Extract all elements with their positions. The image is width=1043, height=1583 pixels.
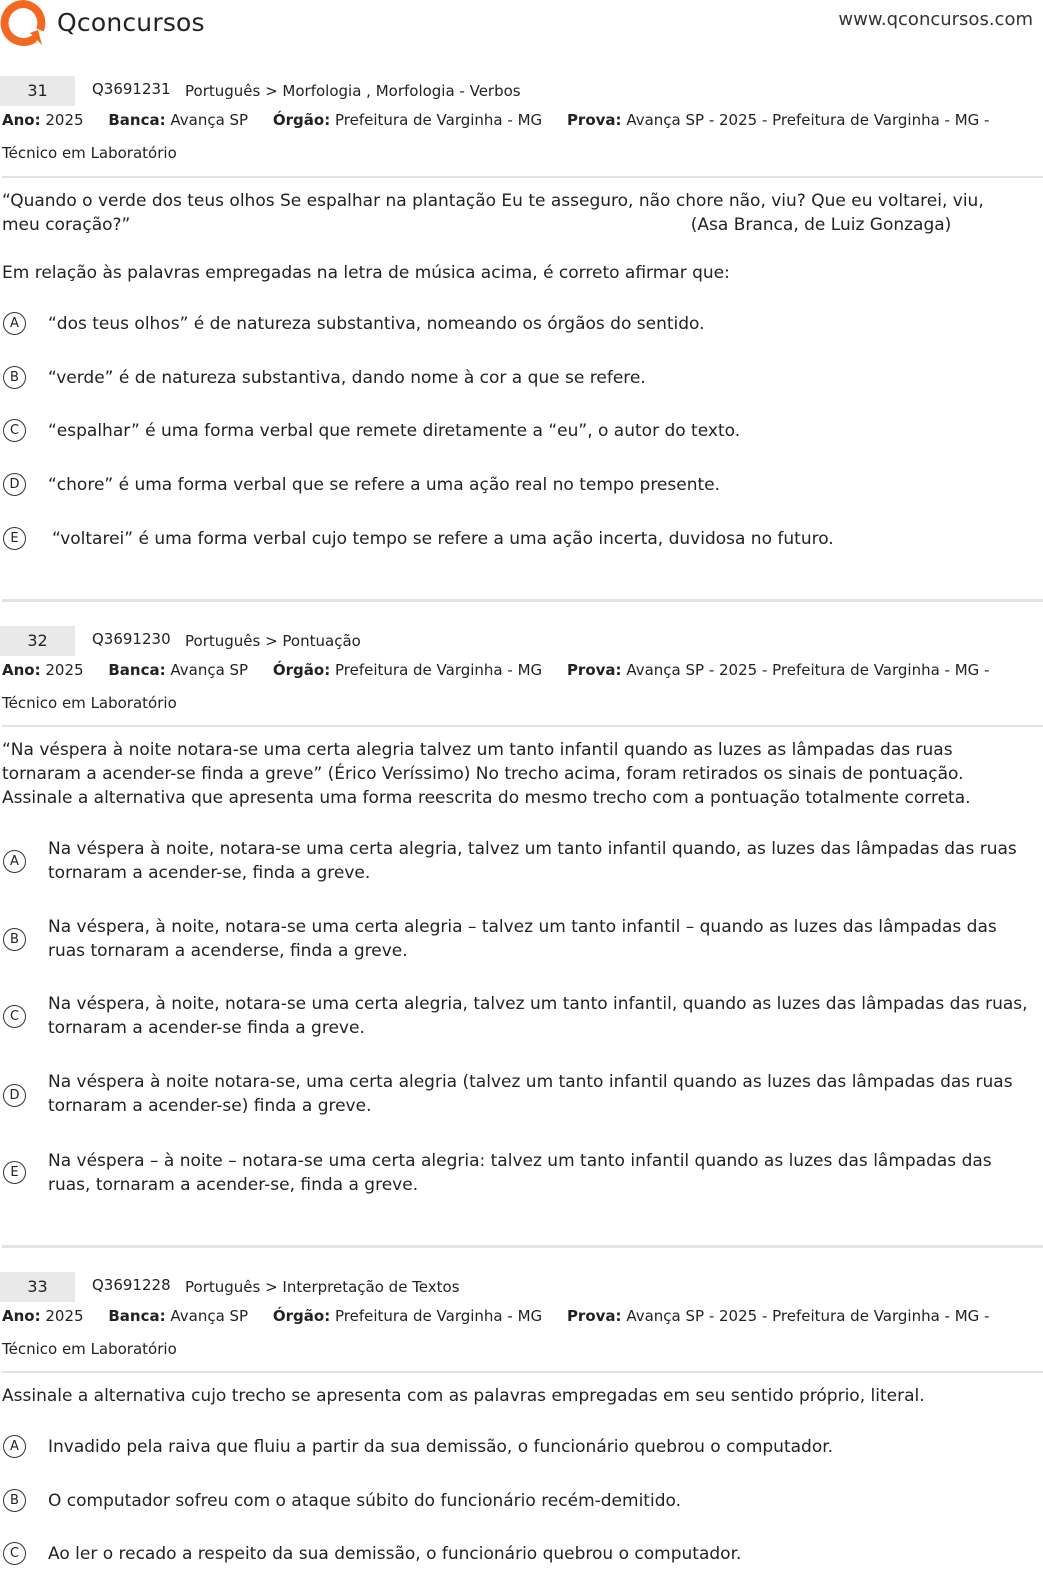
- banca-value[interactable]: Avança SP: [170, 661, 249, 679]
- option-text[interactable]: Na véspera à noite, notara-se uma certa alegria, talvez um tanto infantil quando, as luzes das lâmpadas das ruas tornaram a acender-se, finda a greve.: [48, 839, 1017, 883]
- option-text[interactable]: Na véspera à noite notara-se, uma certa alegria (talvez um tanto infantil quando as luzes das lâmpadas das ruas tornaram a acender-se) finda a greve.: [48, 1072, 1013, 1116]
- option-letter[interactable]: B: [3, 928, 26, 951]
- question-divider: [2, 1245, 1043, 1248]
- qconcursos-logo-icon: [0, 0, 46, 46]
- option-letter[interactable]: A: [3, 312, 26, 335]
- prova-label: Prova:: [566, 1307, 622, 1325]
- banca-label: Banca:: [108, 1307, 166, 1325]
- question-meta: [2, 1300, 1037, 1366]
- option-letter[interactable]: E: [3, 1161, 26, 1184]
- question-prompt: Em relação às palavras empregadas na letra de música acima, é correto afirmar que:: [2, 263, 730, 283]
- option-letter[interactable]: C: [3, 419, 26, 442]
- orgao-value[interactable]: Prefeitura de Varginha - MG: [334, 661, 543, 679]
- option-letter[interactable]: B: [3, 1489, 26, 1512]
- option-text[interactable]: Invadido pela raiva que fluiu a partir da sua demissão, o funcionário quebrou o computador.: [48, 1437, 834, 1457]
- question-subject[interactable]: Português > Pontuação: [185, 632, 361, 650]
- statement-source: (Asa Branca, de Luiz Gonzaga): [690, 215, 952, 235]
- ano-value: 2025: [45, 1307, 84, 1325]
- question-subject[interactable]: Português > Morfologia , Morfologia - Verbos: [185, 82, 521, 100]
- ano-value: 2025: [45, 111, 84, 129]
- ano-label: Ano:: [2, 1307, 41, 1325]
- option-letter[interactable]: A: [3, 1435, 26, 1458]
- question-id[interactable]: Q3691231: [92, 80, 171, 98]
- option-text[interactable]: “voltarei” é uma forma verbal cujo tempo se refere a uma ação incerta, duvidosa no futuro.: [52, 529, 834, 549]
- prova-value[interactable]: Avança SP - 2025 - Prefeitura de Varginha - MG - Técnico em Laboratório: [2, 661, 990, 712]
- question-statement: Assinale a alternativa cujo trecho se apresenta com as palavras empregadas em seu sentido próprio, literal.: [2, 1386, 925, 1406]
- option-text[interactable]: “espalhar” é uma forma verbal que remete diretamente a “eu”, o autor do texto.: [48, 421, 741, 441]
- page-header: [0, 0, 1043, 48]
- question-statement: “Na véspera à noite notara-se uma certa alegria talvez um tanto infantil quando as luzes as lâmpadas das ruas tornaram a acender-se finda a greve” (Érico Veríssimo) No trecho acima, foram retirados os sinais de pontuação. Assinale a alternativa que apresenta uma forma reescrita do mesmo trecho com a pontuação totalmente correta.: [2, 740, 971, 808]
- option-letter[interactable]: C: [3, 1005, 26, 1028]
- option-letter[interactable]: D: [3, 1084, 26, 1107]
- banca-label: Banca:: [108, 111, 166, 129]
- question-id[interactable]: Q3691228: [92, 1276, 171, 1294]
- question-id[interactable]: Q3691230: [92, 630, 171, 648]
- question-statement: [2, 189, 992, 237]
- option-text[interactable]: Na véspera, à noite, notara-se uma certa alegria, talvez um tanto infantil, quando as luzes das lâmpadas das ruas, tornaram a acender-se finda a greve.: [48, 994, 1028, 1038]
- question-subject[interactable]: Português > Interpretação de Textos: [185, 1278, 460, 1296]
- option-letter[interactable]: D: [3, 473, 26, 496]
- option-text[interactable]: Na véspera, à noite, notara-se uma certa alegria – talvez um tanto infantil – quando as luzes das lâmpadas das ruas tornaram a acenderse, finda a greve.: [48, 917, 997, 961]
- orgao-value[interactable]: Prefeitura de Varginha - MG: [334, 111, 543, 129]
- site-url[interactable]: www.qconcursos.com: [838, 9, 1033, 30]
- option-text[interactable]: “dos teus olhos” é de natureza substantiva, nomeando os órgãos do sentido.: [48, 314, 705, 334]
- orgao-value[interactable]: Prefeitura de Varginha - MG: [334, 1307, 543, 1325]
- separator: [2, 725, 1043, 727]
- option-text[interactable]: Na véspera – à noite – notara-se uma certa alegria: talvez um tanto infantil quando as luzes das lâmpadas das ruas, tornaram a acender-se, finda a greve.: [48, 1151, 992, 1195]
- prova-label: Prova:: [566, 111, 622, 129]
- option-text[interactable]: O computador sofreu com o ataque súbito do funcionário recém-demitido.: [48, 1491, 681, 1511]
- prova-value[interactable]: Avança SP - 2025 - Prefeitura de Varginha - MG - Técnico em Laboratório: [2, 1307, 990, 1358]
- orgao-label: Órgão:: [272, 1307, 331, 1325]
- prova-label: Prova:: [566, 661, 622, 679]
- separator: [2, 176, 1043, 178]
- question-meta: [2, 104, 1037, 170]
- question-number: 33: [0, 1272, 75, 1302]
- option-text[interactable]: “chore” é uma forma verbal que se refere a uma ação real no tempo presente.: [48, 475, 721, 495]
- ano-label: Ano:: [2, 111, 41, 129]
- question-meta: [2, 654, 1037, 720]
- banca-value[interactable]: Avança SP: [170, 111, 249, 129]
- prova-value[interactable]: Avança SP - 2025 - Prefeitura de Varginha - MG - Técnico em Laboratório: [2, 111, 990, 162]
- separator: [2, 1371, 1043, 1373]
- option-text[interactable]: “verde” é de natureza substantiva, dando nome à cor a que se refere.: [48, 368, 646, 388]
- option-letter[interactable]: B: [3, 366, 26, 389]
- banca-value[interactable]: Avança SP: [170, 1307, 249, 1325]
- option-text[interactable]: Ao ler o recado a respeito da sua demissão, o funcionário quebrou o computador.: [48, 1544, 742, 1564]
- statement-text: “Quando o verde dos teus olhos Se espalhar na plantação Eu te asseguro, não chore não, viu? Que eu voltarei, viu, meu coração?”: [2, 191, 984, 235]
- brand-name[interactable]: Qconcursos: [57, 8, 205, 37]
- question-number: 32: [0, 626, 75, 656]
- orgao-label: Órgão:: [272, 661, 331, 679]
- ano-label: Ano:: [2, 661, 41, 679]
- question-number: 31: [0, 76, 75, 106]
- question-divider: [2, 599, 1043, 602]
- banca-label: Banca:: [108, 661, 166, 679]
- option-letter[interactable]: A: [3, 850, 26, 873]
- option-letter[interactable]: E: [3, 527, 26, 550]
- ano-value: 2025: [45, 661, 84, 679]
- option-letter[interactable]: C: [3, 1542, 26, 1565]
- orgao-label: Órgão:: [272, 111, 331, 129]
